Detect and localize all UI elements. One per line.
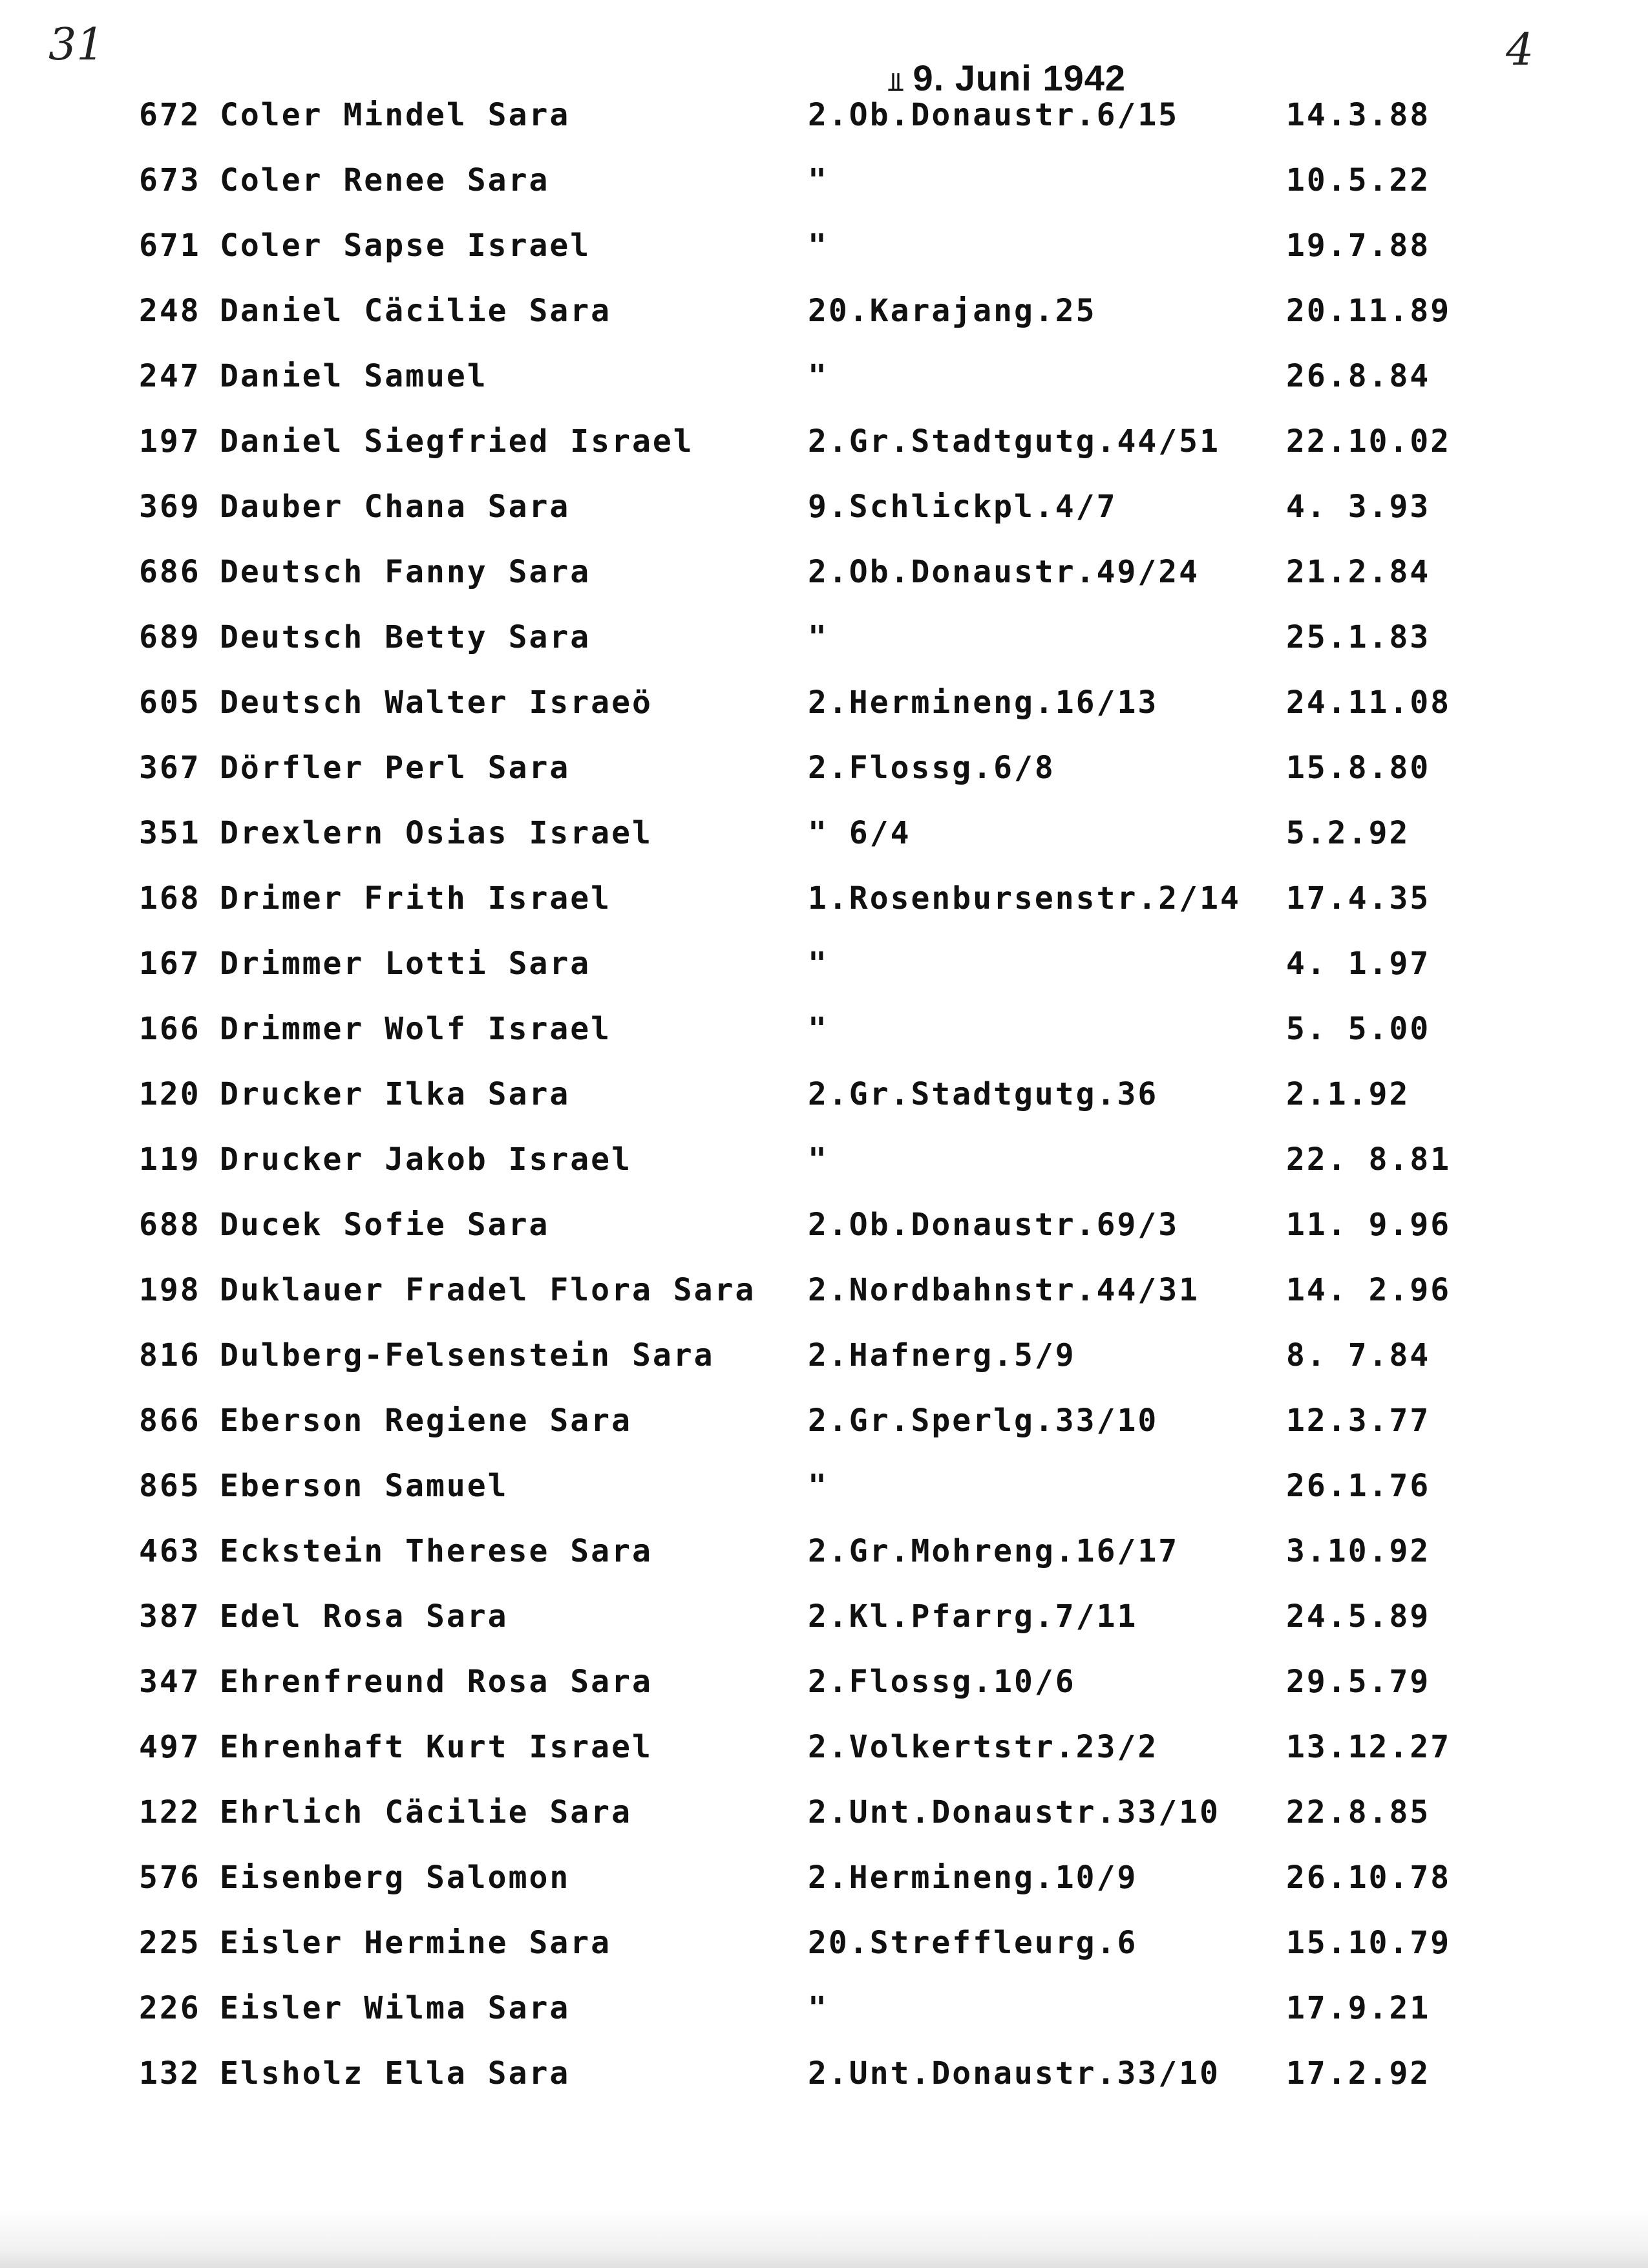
entry-date: 19.7.88 — [1286, 228, 1431, 264]
page-number-right: 4 — [1506, 25, 1534, 76]
entry-name: Eckstein Therese Sara — [220, 1533, 653, 1569]
entry-name: Deutsch Walter Israeö — [220, 684, 653, 721]
entry-address: " — [808, 1011, 829, 1047]
entry-date: 5.2.92 — [1286, 815, 1410, 851]
entry-name: Drucker Jakob Israel — [220, 1141, 632, 1178]
entry-date: 14. 2.96 — [1286, 1272, 1452, 1308]
entry-name: Deutsch Fanny Sara — [220, 554, 591, 590]
entry-address: 2.Gr.Mohreng.16/17 — [808, 1533, 1179, 1569]
entry-date: 15.8.80 — [1286, 750, 1431, 786]
entry-number: 686 — [139, 554, 201, 590]
list-item — [0, 1337, 1648, 1403]
entry-date: 21.2.84 — [1286, 554, 1431, 590]
list-item — [0, 1272, 1648, 1337]
entry-date: 17.9.21 — [1286, 1990, 1431, 2026]
list-item — [0, 1729, 1648, 1794]
list-item — [0, 293, 1648, 358]
entry-address: 9.Schlickpl.4/7 — [808, 489, 1117, 525]
entry-address: " 6/4 — [808, 815, 911, 851]
entry-number: 120 — [139, 1076, 201, 1112]
entry-name: Daniel Samuel — [220, 358, 488, 394]
list-item — [0, 1860, 1648, 1925]
entry-date: 5. 5.00 — [1286, 1011, 1431, 1047]
entry-address: 2.Gr.Stadtgutg.36 — [808, 1076, 1159, 1112]
entry-date: 14.3.88 — [1286, 97, 1431, 133]
entry-number: 367 — [139, 750, 201, 786]
entry-name: Drimmer Wolf Israel — [220, 1011, 612, 1047]
page-number-left: 31 — [48, 19, 105, 70]
entry-number: 168 — [139, 880, 201, 917]
entry-number: 226 — [139, 1990, 201, 2026]
entry-number: 387 — [139, 1598, 201, 1635]
entry-number: 672 — [139, 97, 201, 133]
entry-name: Drimmer Lotti Sara — [220, 946, 591, 982]
entry-name: Eberson Samuel — [220, 1468, 509, 1504]
entry-address: 2.Hermineng.16/13 — [808, 684, 1159, 721]
entry-name: Drexlern Osias Israel — [220, 815, 653, 851]
entry-date: 4. 3.93 — [1286, 489, 1431, 525]
entry-address: " — [808, 1468, 829, 1504]
entry-address: " — [808, 946, 829, 982]
entry-address: 2.Hermineng.10/9 — [808, 1860, 1138, 1896]
list-item — [0, 1207, 1648, 1272]
entry-list — [0, 97, 1648, 2121]
entry-name: Coler Renee Sara — [220, 162, 550, 198]
list-item — [0, 1533, 1648, 1598]
stamp-mark-icon: ⫫ — [889, 68, 904, 96]
list-item — [0, 815, 1648, 880]
entry-date: 26.10.78 — [1286, 1860, 1452, 1896]
list-item — [0, 1925, 1648, 1990]
entry-address: " — [808, 1990, 829, 2026]
list-item — [0, 1990, 1648, 2055]
entry-address: " — [808, 358, 829, 394]
entry-address: 2.Volkertstr.23/2 — [808, 1729, 1159, 1765]
entry-address: " — [808, 1141, 829, 1178]
list-item — [0, 750, 1648, 815]
entry-number: 166 — [139, 1011, 201, 1047]
list-item — [0, 554, 1648, 619]
list-item — [0, 1468, 1648, 1533]
entry-address: 2.Unt.Donaustr.33/10 — [808, 2055, 1220, 2092]
entry-number: 347 — [139, 1664, 201, 1700]
entry-name: Drimer Frith Israel — [220, 880, 612, 917]
list-item — [0, 2055, 1648, 2121]
entry-date: 10.5.22 — [1286, 162, 1431, 198]
entry-name: Coler Mindel Sara — [220, 97, 571, 133]
list-item — [0, 162, 1648, 228]
list-item — [0, 946, 1648, 1011]
list-item — [0, 228, 1648, 293]
entry-address: 2.Flossg.6/8 — [808, 750, 1055, 786]
entry-date: 17.2.92 — [1286, 2055, 1431, 2092]
entry-address: " — [808, 162, 829, 198]
entry-number: 351 — [139, 815, 201, 851]
date-stamp — [889, 57, 1126, 99]
entry-date: 11. 9.96 — [1286, 1207, 1452, 1243]
entry-number: 605 — [139, 684, 201, 721]
scan-edge — [0, 2210, 1648, 2268]
list-item — [0, 684, 1648, 750]
entry-address: 2.Ob.Donaustr.6/15 — [808, 97, 1179, 133]
entry-date: 8. 7.84 — [1286, 1337, 1431, 1373]
entry-name: Dauber Chana Sara — [220, 489, 571, 525]
entry-date: 26.1.76 — [1286, 1468, 1431, 1504]
entry-address: 2.Ob.Donaustr.49/24 — [808, 554, 1200, 590]
entry-number: 497 — [139, 1729, 201, 1765]
entry-name: Ehrenfreund Rosa Sara — [220, 1664, 653, 1700]
entry-name: Deutsch Betty Sara — [220, 619, 591, 655]
entry-name: Ducek Sofie Sara — [220, 1207, 550, 1243]
list-item — [0, 423, 1648, 489]
entry-date: 26.8.84 — [1286, 358, 1431, 394]
entry-number: 247 — [139, 358, 201, 394]
entry-number: 463 — [139, 1533, 201, 1569]
entry-date: 22.8.85 — [1286, 1794, 1431, 1830]
entry-number: 866 — [139, 1403, 201, 1439]
entry-address: 1.Rosenbursenstr.2/14 — [808, 880, 1241, 917]
entry-date: 25.1.83 — [1286, 619, 1431, 655]
entry-name: Dulberg-Felsenstein Sara — [220, 1337, 715, 1373]
entry-address: 2.Kl.Pfarrg.7/11 — [808, 1598, 1138, 1635]
entry-name: Eberson Regiene Sara — [220, 1403, 632, 1439]
entry-number: 689 — [139, 619, 201, 655]
entry-date: 12.3.77 — [1286, 1403, 1431, 1439]
entry-address: 2.Gr.Sperlg.33/10 — [808, 1403, 1159, 1439]
entry-number: 671 — [139, 228, 201, 264]
entry-number: 122 — [139, 1794, 201, 1830]
entry-name: Ehrenhaft Kurt Israel — [220, 1729, 653, 1765]
entry-date: 4. 1.97 — [1286, 946, 1431, 982]
entry-number: 197 — [139, 423, 201, 460]
entry-date: 17.4.35 — [1286, 880, 1431, 917]
entry-address: 2.Nordbahnstr.44/31 — [808, 1272, 1200, 1308]
entry-number: 248 — [139, 293, 201, 329]
entry-name: Elsholz Ella Sara — [220, 2055, 571, 2092]
entry-date: 22. 8.81 — [1286, 1141, 1452, 1178]
entry-name: Daniel Siegfried Israel — [220, 423, 694, 460]
entry-name: Coler Sapse Israel — [220, 228, 591, 264]
entry-name: Daniel Cäcilie Sara — [220, 293, 612, 329]
entry-name: Ehrlich Cäcilie Sara — [220, 1794, 632, 1830]
entry-address: 2.Gr.Stadtgutg.44/51 — [808, 423, 1220, 460]
list-item — [0, 1141, 1648, 1207]
entry-address: 2.Hafnerg.5/9 — [808, 1337, 1076, 1373]
list-item — [0, 1598, 1648, 1664]
entry-address: 20.Streffleurg.6 — [808, 1925, 1138, 1961]
list-item — [0, 1403, 1648, 1468]
entry-number: 673 — [139, 162, 201, 198]
entry-date: 13.12.27 — [1286, 1729, 1452, 1765]
entry-number: 688 — [139, 1207, 201, 1243]
entry-number: 865 — [139, 1468, 201, 1504]
entry-address: 20.Karajang.25 — [808, 293, 1097, 329]
list-item — [0, 358, 1648, 423]
entry-name: Edel Rosa Sara — [220, 1598, 509, 1635]
list-item — [0, 619, 1648, 684]
entry-name: Dörfler Perl Sara — [220, 750, 571, 786]
entry-date: 29.5.79 — [1286, 1664, 1431, 1700]
entry-name: Eisler Wilma Sara — [220, 1990, 571, 2026]
entry-number: 119 — [139, 1141, 201, 1178]
entry-date: 2.1.92 — [1286, 1076, 1410, 1112]
list-item — [0, 1794, 1648, 1860]
entry-address: " — [808, 619, 829, 655]
entry-date: 24.5.89 — [1286, 1598, 1431, 1635]
list-item — [0, 1664, 1648, 1729]
entry-number: 132 — [139, 2055, 201, 2092]
list-item — [0, 97, 1648, 162]
entry-number: 369 — [139, 489, 201, 525]
entry-date: 15.10.79 — [1286, 1925, 1452, 1961]
list-item — [0, 1076, 1648, 1141]
entry-date: 22.10.02 — [1286, 423, 1452, 460]
entry-number: 816 — [139, 1337, 201, 1373]
entry-name: Drucker Ilka Sara — [220, 1076, 571, 1112]
list-item — [0, 489, 1648, 554]
entry-address: " — [808, 228, 829, 264]
entry-name: Eisler Hermine Sara — [220, 1925, 612, 1961]
entry-address: 2.Unt.Donaustr.33/10 — [808, 1794, 1220, 1830]
entry-date: 24.11.08 — [1286, 684, 1452, 721]
list-item — [0, 1011, 1648, 1076]
entry-address: 2.Flossg.10/6 — [808, 1664, 1076, 1700]
entry-address: 2.Ob.Donaustr.69/3 — [808, 1207, 1179, 1243]
entry-number: 198 — [139, 1272, 201, 1308]
list-item — [0, 880, 1648, 946]
entry-date: 3.10.92 — [1286, 1533, 1431, 1569]
entry-name: Duklauer Fradel Flora Sara — [220, 1272, 756, 1308]
entry-number: 167 — [139, 946, 201, 982]
entry-number: 576 — [139, 1860, 201, 1896]
entry-date: 20.11.89 — [1286, 293, 1452, 329]
date-stamp-text: 9. Juni 1942 — [913, 58, 1126, 98]
entry-name: Eisenberg Salomon — [220, 1860, 571, 1896]
entry-number: 225 — [139, 1925, 201, 1961]
